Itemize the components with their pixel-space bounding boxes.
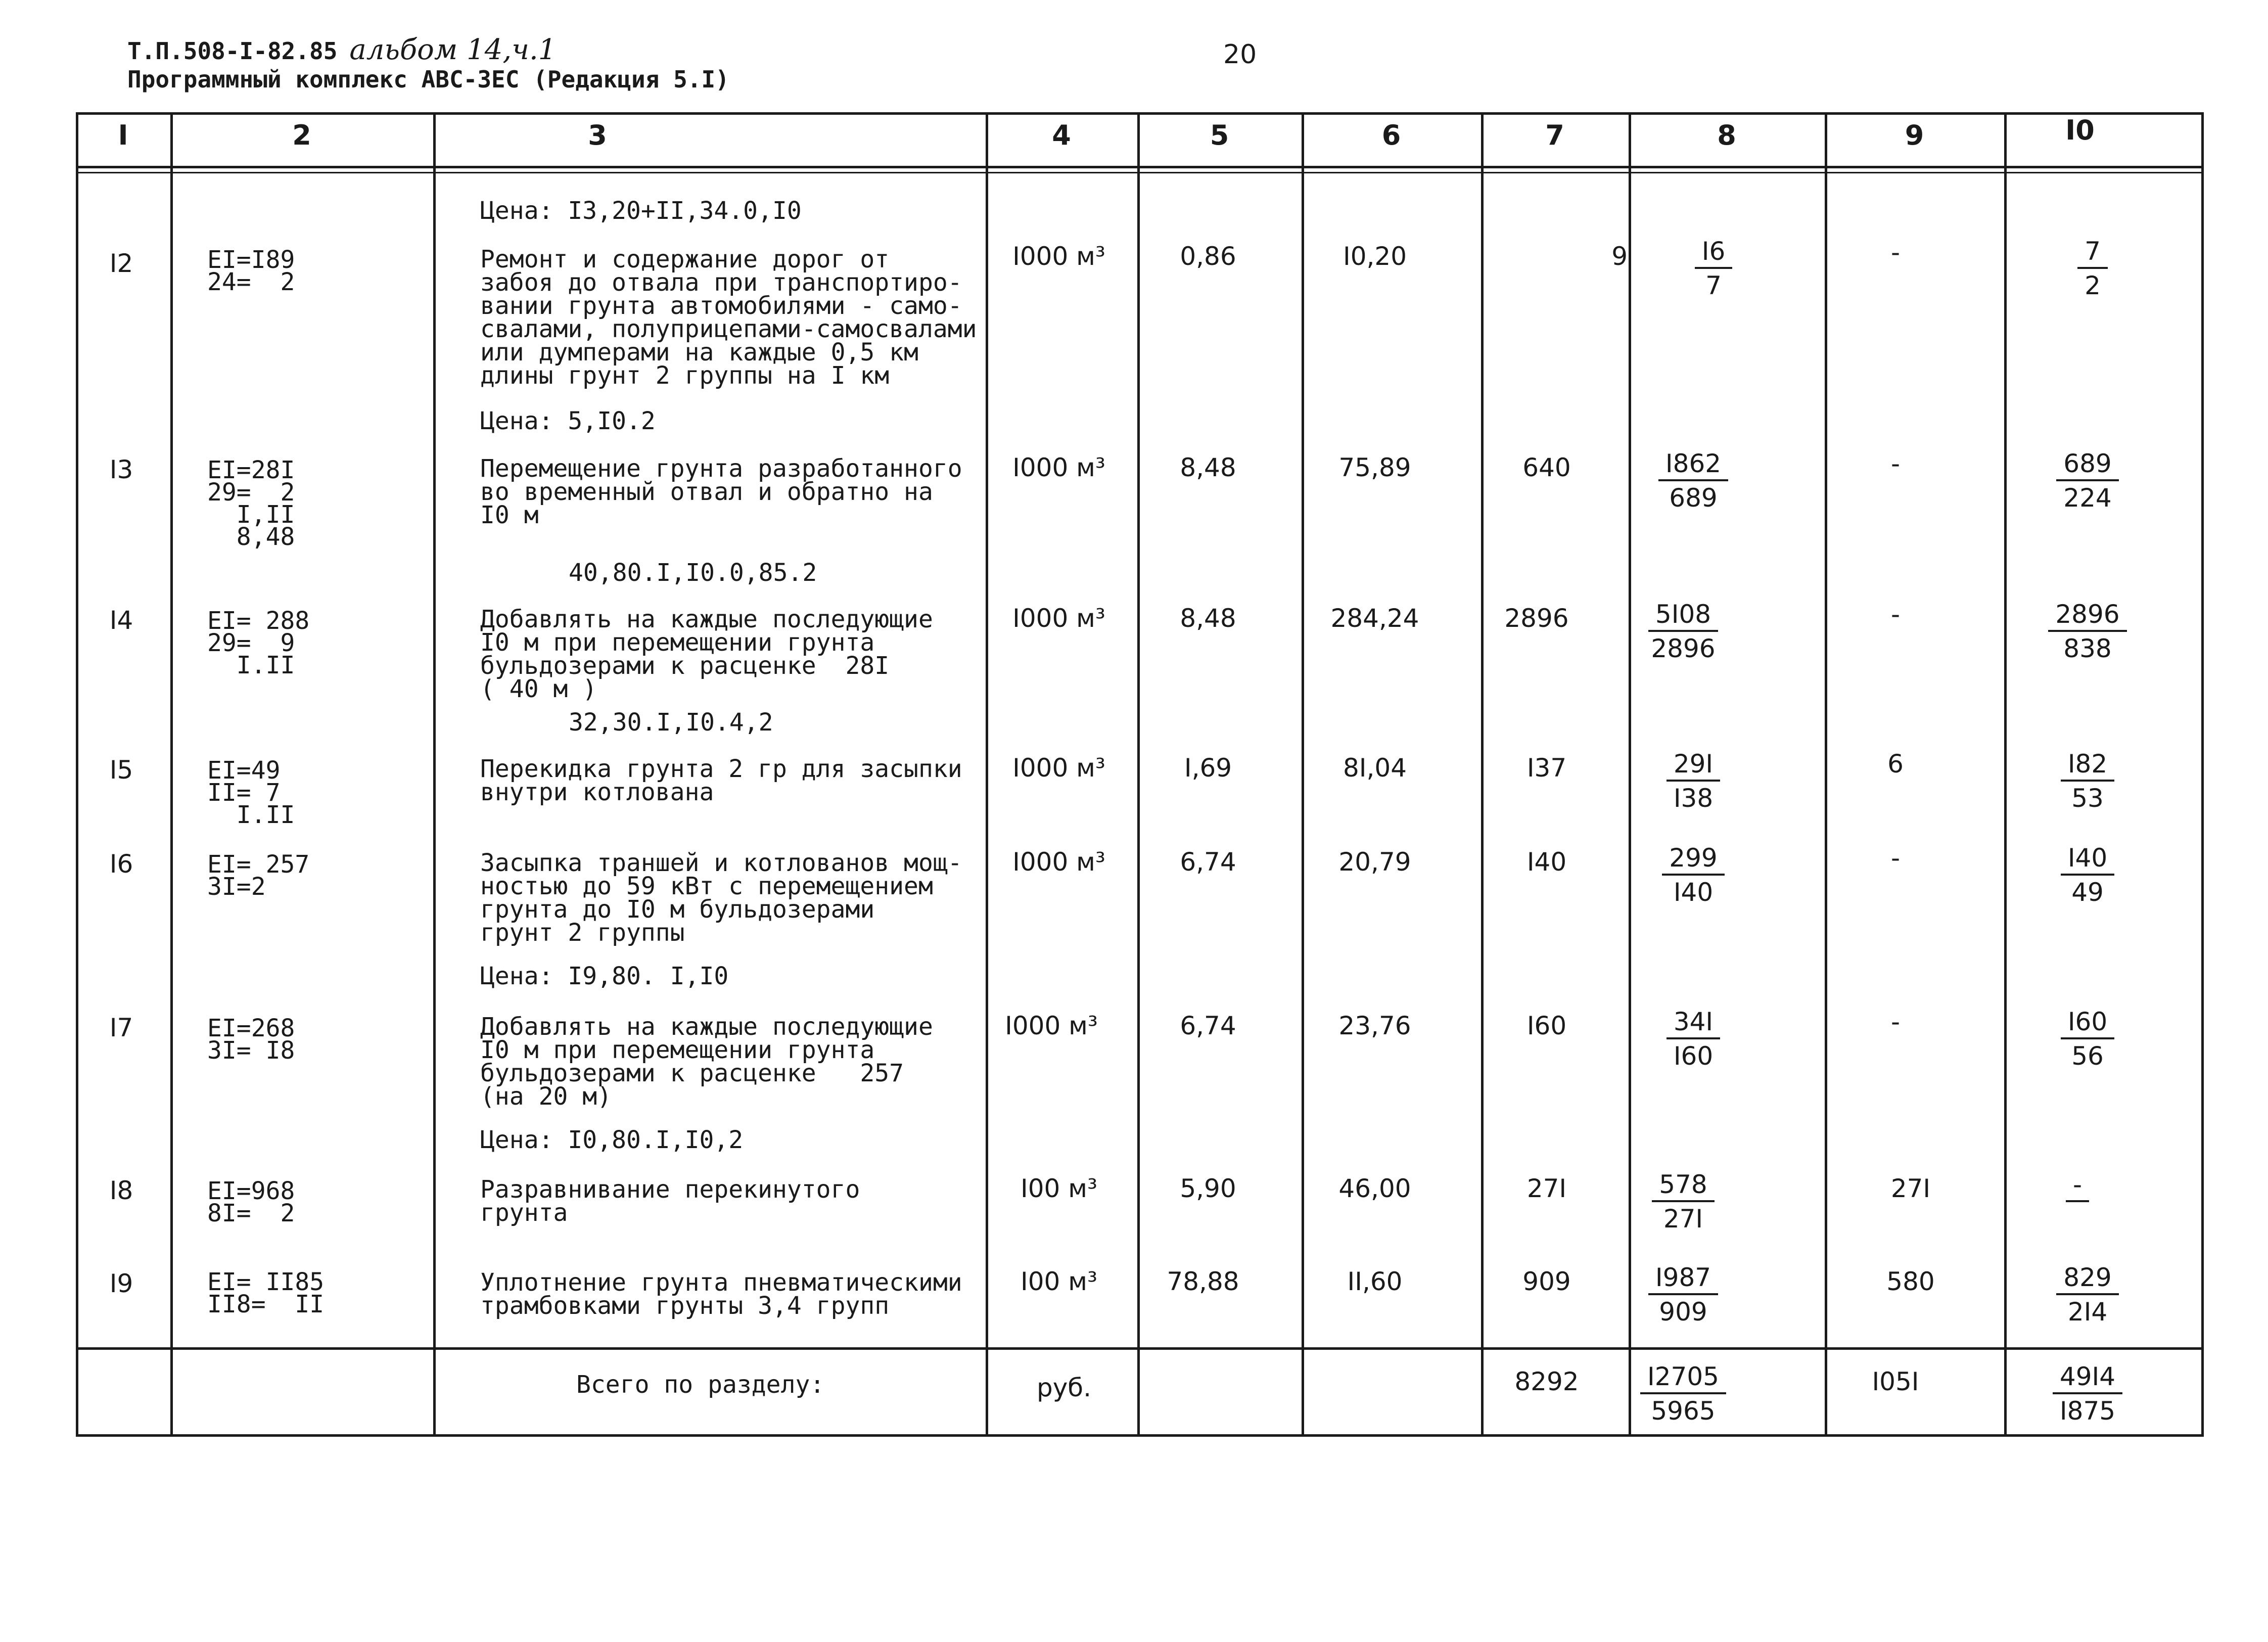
fraction-bottom: 5965 <box>1651 1396 1716 1426</box>
value-cell: 8I,04 <box>1343 753 1407 783</box>
value-cell: I40 <box>1526 847 1567 877</box>
description-cell: Ремонт и содержание дорог от забоя до отвала при транспортиро- вании грунта автомобилями - само- свалами, полуприцепами-самосвалами или думперами на каждые 0,5 км длины грунт 2 группы на I км <box>480 245 977 390</box>
value-cell: 20,79 <box>1338 847 1411 877</box>
fraction-bottom: 53 <box>2071 784 2104 813</box>
row-number: I7 <box>109 1013 133 1042</box>
fraction-cell <box>2032 1007 2143 1073</box>
column-divider <box>2004 112 2007 1437</box>
fraction-bottom: I38 <box>1673 784 1714 813</box>
column-header: 6 <box>1381 119 1401 151</box>
fraction-top: 7 <box>2077 237 2108 269</box>
value-cell: I0,20 <box>1343 242 1407 271</box>
column-header: 3 <box>588 119 607 151</box>
program-title: Программный комплекс АВС-ЗЕС (Редакция 5.I) <box>127 66 729 93</box>
column-header: 5 <box>1210 119 1229 151</box>
value-cell: 640 <box>1522 453 1571 482</box>
fraction-bottom: 2 <box>2085 271 2101 300</box>
value-cell: - <box>1890 1007 1901 1036</box>
column-header: 8 <box>1717 119 1736 151</box>
unit-cell: I00 м³ <box>1020 1174 1098 1203</box>
row-number: I8 <box>109 1176 133 1205</box>
row-number: I3 <box>109 455 133 484</box>
value-cell: - <box>1890 238 1901 267</box>
row-number: I2 <box>109 249 133 278</box>
column-header: 9 <box>1905 119 1924 151</box>
code-cell: EI= 288 29= 9 I.II <box>207 607 310 679</box>
value-cell: - <box>1890 600 1901 629</box>
fraction-bottom: 689 <box>1669 483 1718 513</box>
value-cell: 8,48 <box>1180 604 1236 633</box>
value-cell: 75,89 <box>1338 453 1411 482</box>
fraction-bottom: 56 <box>2071 1041 2104 1071</box>
price-line: Цена: 5,I0.2 <box>480 407 656 435</box>
value-cell: II,60 <box>1347 1267 1403 1296</box>
fraction-bottom: I60 <box>1673 1041 1714 1071</box>
fraction-top: I862 <box>1658 449 1728 481</box>
row-number: I9 <box>109 1269 133 1298</box>
total-fraction <box>1628 1362 1739 1428</box>
value-cell: 27I <box>1526 1174 1567 1203</box>
code-cell: EI= 257 3I=2 <box>207 850 310 901</box>
value-cell: 284,24 <box>1330 604 1419 633</box>
fraction-cell <box>1638 843 1749 909</box>
fraction-cell <box>2022 1170 2133 1202</box>
price-line: 32,30.I,I0.4,2 <box>569 708 773 737</box>
header-divider <box>76 172 2204 173</box>
fraction-top: I2705 <box>1640 1362 1726 1394</box>
description-cell: Уплотнение грунта пневматическими трамбовками грунты 3,4 групп <box>480 1268 962 1320</box>
fraction-bottom: 224 <box>2063 483 2112 513</box>
value-cell: 8,48 <box>1180 453 1236 482</box>
code-cell: EI=I89 24= 2 <box>207 246 295 296</box>
fraction-bottom: 2I4 <box>2067 1297 2108 1327</box>
fraction-bottom: 2896 <box>1651 634 1716 663</box>
fraction-top: 299 <box>1662 843 1724 876</box>
value-cell: 6 <box>1887 749 1904 779</box>
column-divider <box>1825 112 1827 1437</box>
fraction-cell <box>1638 449 1749 515</box>
fraction-bottom: 27I <box>1663 1204 1703 1234</box>
fraction-top: I60 <box>2061 1007 2114 1039</box>
value-cell: 5,90 <box>1180 1174 1236 1203</box>
handwritten-note: альбом 14,ч.1 <box>349 33 557 66</box>
value-cell: 6,74 <box>1180 847 1236 877</box>
fraction-bottom: I40 <box>1673 878 1714 907</box>
column-header: 4 <box>1052 119 1071 151</box>
description-cell: Добавлять на каждые последующие I0 м при перемещении грунта бульдозерами к расценке 28I ( 40 м ) <box>480 605 933 703</box>
fraction-cell <box>2032 843 2143 909</box>
price-line: 40,80.I,I0.0,85.2 <box>569 559 817 587</box>
unit-cell: I000 м³ <box>1012 453 1105 482</box>
description-cell: Добавлять на каждые последующие I0 м при перемещении грунта бульдозерами к расценке 257 (на 20 м) <box>480 1013 933 1111</box>
total-unit: руб. <box>1036 1373 1092 1402</box>
value-cell: 580 <box>1886 1267 1935 1296</box>
fraction-top: I82 <box>2061 749 2114 782</box>
fraction-top: I40 <box>2061 843 2114 876</box>
value-cell: I,69 <box>1184 753 1232 783</box>
fraction-cell <box>1628 1263 1739 1329</box>
total-label: Всего по разделу: <box>576 1371 825 1399</box>
fraction-cell <box>2032 749 2143 815</box>
column-divider <box>170 112 173 1437</box>
document-code-text: Т.П.508-I-82.85 <box>127 37 338 65</box>
value-cell: 27I <box>1890 1174 1931 1203</box>
unit-cell: I000 м³ <box>1012 604 1105 633</box>
fraction-cell <box>2032 449 2143 515</box>
fraction-cell <box>1658 237 1769 302</box>
fraction-cell <box>1638 749 1749 815</box>
row-number: I4 <box>109 606 133 635</box>
document-code <box>127 33 556 66</box>
column-divider <box>1629 112 1631 1437</box>
code-cell: EI=968 8I= 2 <box>207 1177 295 1227</box>
unit-cell: I000 м³ <box>1012 847 1105 877</box>
row-number: I5 <box>109 755 133 785</box>
fraction-top: 829 <box>2056 1263 2118 1295</box>
unit-cell: I000 м³ <box>1012 753 1105 783</box>
column-divider <box>1302 112 1304 1437</box>
unit-cell: I000 м³ <box>1005 1011 1098 1040</box>
fraction-bottom: 838 <box>2063 634 2112 663</box>
unit-cell: I000 м³ <box>1012 242 1105 271</box>
header-divider <box>76 166 2204 168</box>
fraction-top: 49I4 <box>2053 1362 2122 1394</box>
code-cell: EI= II85 II8= II <box>207 1268 325 1318</box>
fraction-top: I987 <box>1648 1263 1718 1295</box>
fraction-cell <box>1628 600 1739 665</box>
page-number: 20 <box>1223 39 1257 70</box>
value-cell: - <box>1890 449 1901 478</box>
value-cell: 0,86 <box>1180 242 1236 271</box>
column-header: 2 <box>292 119 311 151</box>
fraction-bottom: 7 <box>1705 271 1722 300</box>
total-divider <box>76 1347 2204 1350</box>
description-cell: Разравнивание перекинутого грунта <box>480 1175 860 1227</box>
fraction-bottom: 909 <box>1659 1297 1707 1327</box>
value-cell: 23,76 <box>1338 1011 1411 1040</box>
code-cell: EI=28I 29= 2 I,II 8,48 <box>207 456 295 551</box>
price-line: Цена: I9,80. I,I0 <box>480 962 729 990</box>
fraction-cell <box>2037 237 2148 302</box>
value-cell: 78,88 <box>1167 1267 1239 1296</box>
value-cell: 909 <box>1522 1267 1571 1296</box>
total-value: 8292 <box>1514 1367 1579 1396</box>
value-cell: I37 <box>1526 753 1567 783</box>
fraction-top: I6 <box>1695 237 1733 269</box>
fraction-cell <box>1628 1170 1739 1236</box>
value-cell: - <box>1890 843 1901 873</box>
unit-cell: I00 м³ <box>1020 1267 1098 1296</box>
column-divider <box>1137 112 1140 1437</box>
fraction-top: 2896 <box>2048 600 2126 632</box>
column-divider <box>986 112 988 1437</box>
fraction-top: 5I08 <box>1648 600 1718 632</box>
fraction-top: 689 <box>2056 449 2118 481</box>
fraction-top: 34I <box>1667 1007 1720 1039</box>
total-fraction <box>2032 1362 2143 1428</box>
fraction-bottom: 49 <box>2071 878 2104 907</box>
code-cell: EI=49 II= 7 I.II <box>207 756 295 829</box>
price-line: Цена: I3,20+II,34.0,I0 <box>480 197 802 225</box>
column-header: 7 <box>1545 119 1564 151</box>
column-header: I <box>118 119 128 151</box>
fraction-bottom: I875 <box>2059 1396 2116 1426</box>
fraction-top: 578 <box>1652 1170 1714 1202</box>
value-cell: 6,74 <box>1180 1011 1236 1040</box>
description-cell: Засыпка траншей и котлованов мощ- ностью до 59 кВт с перемещением грунта до I0 м бульдозерами грунт 2 группы <box>480 849 962 947</box>
total-value: I05I <box>1872 1367 1919 1396</box>
fraction-cell <box>2032 600 2143 665</box>
column-header: I0 <box>2065 114 2095 146</box>
value-cell: 2896 <box>1504 604 1569 633</box>
value-cell: I60 <box>1526 1011 1567 1040</box>
column-divider <box>1481 112 1484 1437</box>
column-divider <box>433 112 436 1437</box>
code-cell: EI=268 3I= I8 <box>207 1014 295 1065</box>
price-line: Цена: I0,80.I,I0,2 <box>480 1126 744 1154</box>
fraction-top: 29I <box>1667 749 1720 782</box>
value-cell: 46,00 <box>1338 1174 1411 1203</box>
fraction-top: - <box>2066 1170 2089 1202</box>
fraction-cell <box>2032 1263 2143 1329</box>
description-cell: Перекидка грунта 2 гр для засыпки внутри котлована <box>480 755 962 806</box>
description-cell: Перемещение грунта разработанного во временный отвал и обратно на I0 м <box>480 454 962 529</box>
row-number: I6 <box>109 849 133 879</box>
value-cell: 9 <box>1611 242 1628 271</box>
fraction-cell <box>1638 1007 1749 1073</box>
